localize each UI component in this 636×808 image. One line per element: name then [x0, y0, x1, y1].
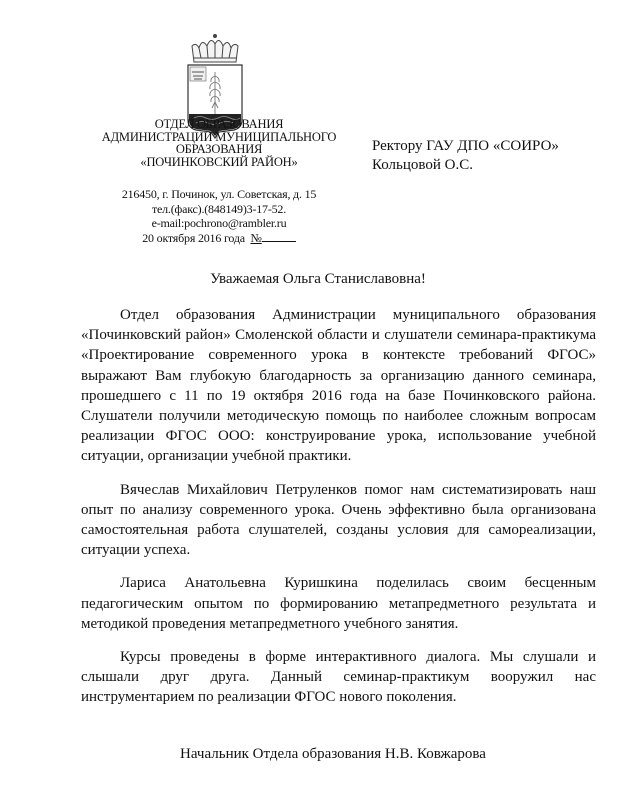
letter-body — [81, 305, 596, 708]
registration-number-label: № — [250, 230, 262, 245]
salutation: Уважаемая Ольга Станиславовна! — [210, 271, 426, 287]
letter-date: 20 октября 2016 года — [142, 230, 245, 245]
address: 216450, г. Починок, ул. Советская, д. 15 — [121, 187, 317, 201]
organization-name — [84, 118, 354, 168]
organization-line: «ПОЧИНКОВСКИЙ РАЙОН» — [140, 154, 298, 169]
contact-info — [84, 187, 354, 245]
body-paragraph: Курсы проведены в форме интерактивного диалога. Мы слушали и слышали друг друга. Данный семинар-практикум вооружил нас инструментарием по реализации ФГОС нового поколения. — [81, 649, 596, 706]
date-line — [84, 231, 354, 246]
recipient-block — [372, 137, 622, 175]
body-paragraph: Лариса Анатольевна Куришкина поделилась своим бесценным педагогическим опытом по формированию метапредметного результата и методикой проведения метапредметного учебного занятия. — [81, 575, 596, 632]
recipient-position: Ректору ГАУ ДПО «СОИРО» — [372, 138, 559, 154]
phone: тел.(факс).(848149)3-17-52. — [151, 201, 287, 216]
organization-line: АДМИНИСТРАЦИИ МУНИЦИПАЛЬНОГО — [101, 129, 337, 144]
recipient-name: Кольцовой О.С. — [372, 157, 474, 173]
crown-icon — [192, 35, 238, 63]
body-paragraph: Отдел образования Администрации муниципального образования «Починковский район» Смоленской области и слушатели семинара-практикума «Проектирование современного урока в контексте требований ФГОС» выражают Вам глубокую благодарность за организацию данного семинара, прошедшего с 11 по 19 октября 2016 года на базе Починковского района. Слушатели получили методическую помощь по наиболее сложным вопросам реализации ФГОС ООО: конструирование урока, использование учебной ситуации, организации учебной практики. — [81, 307, 596, 465]
organization-line: ОТДЕЛ ОБРАЗОВАНИЯ — [154, 117, 284, 131]
email: e-mail:pochrono@rambler.ru — [151, 216, 287, 230]
signature: Начальник Отдела образования Н.В. Ковжарова — [180, 746, 486, 762]
organization-line: ОБРАЗОВАНИЯ — [175, 142, 263, 156]
registration-number-blank — [262, 231, 296, 242]
body-paragraph: Вячеслав Михайлович Петруленков помог нам систематизировать наш опыт по анализу современного урока. Очень эффективно была организована самостоятельная работа слушателей, созданы условия для самореализации, ситуации успеха. — [81, 481, 596, 559]
